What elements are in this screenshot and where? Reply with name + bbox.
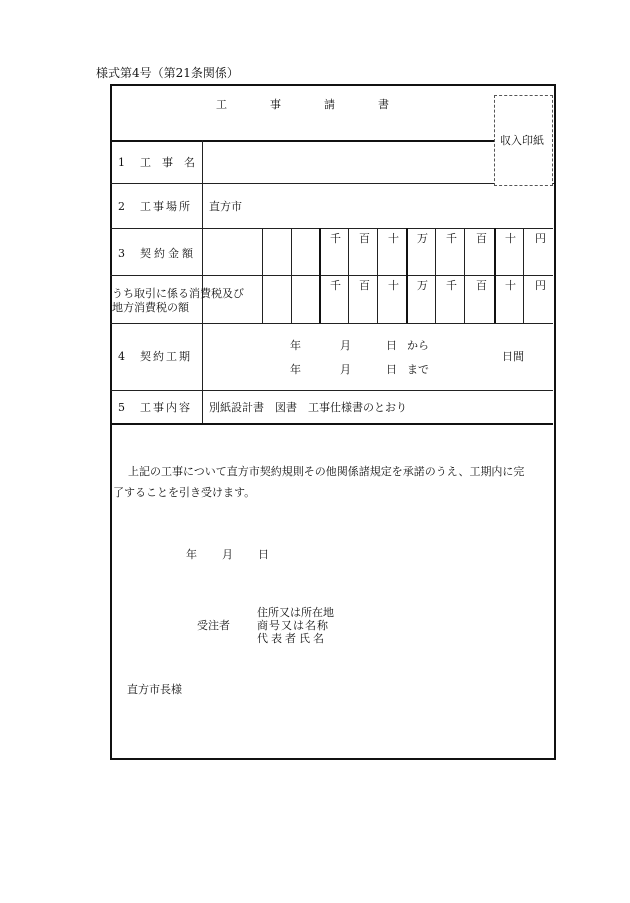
unit-label: 百 (359, 232, 370, 245)
grid-line (464, 228, 465, 323)
company-label: 商号又は名称 (257, 619, 329, 632)
grid-line-bold (494, 228, 496, 323)
unit-label: 百 (476, 279, 487, 292)
period-end-month: 月 (340, 363, 351, 376)
period-start-year: 年 (290, 339, 301, 352)
period-start-suffix: から (407, 339, 429, 352)
row-4-label: 契約工期 (140, 350, 192, 363)
form-frame (110, 84, 556, 760)
row-1-number: 1 (118, 156, 125, 169)
statement-line-2: 了することを引き受けます。 (113, 486, 256, 499)
row-divider-2 (110, 228, 553, 229)
unit-label: 千 (446, 232, 457, 245)
addressee: 直方市長様 (127, 683, 182, 696)
period-days-label: 日間 (502, 350, 524, 363)
title-char-4: 書 (378, 98, 389, 111)
row-5-label: 工事内容 (140, 401, 192, 414)
title-char-1: 工 (216, 98, 227, 111)
date-year: 年 (186, 548, 197, 561)
grid-line-bold (319, 228, 321, 323)
grid-line (377, 228, 378, 323)
row-2-label: 工事場所 (140, 200, 192, 213)
row-divider-3 (110, 275, 553, 276)
row-5-number: 5 (118, 401, 125, 414)
grid-line (523, 228, 524, 323)
unit-label: 百 (359, 279, 370, 292)
tax-label-line-2: 地方消費税の額 (112, 301, 189, 314)
period-end-year: 年 (290, 363, 301, 376)
project-place-value: 直方市 (209, 200, 242, 213)
grid-line (291, 228, 292, 323)
label-column-divider (202, 140, 203, 423)
row-3-number: 3 (118, 247, 125, 260)
unit-label: 十 (388, 232, 399, 245)
unit-label: 千 (446, 279, 457, 292)
revenue-stamp-label: 収入印紙 (500, 134, 544, 147)
unit-label: 万 (417, 232, 428, 245)
grid-line-bold (406, 228, 408, 323)
unit-label: 万 (417, 279, 428, 292)
unit-label: 円 (535, 279, 546, 292)
address-label: 住所又は所在地 (257, 606, 334, 619)
unit-label: 百 (476, 232, 487, 245)
unit-label: 円 (535, 232, 546, 245)
unit-label: 千 (330, 232, 341, 245)
unit-label: 十 (388, 279, 399, 292)
work-content-value: 別紙設計書 図書 工事仕様書のとおり (209, 401, 407, 414)
title-char-2: 事 (270, 98, 281, 111)
form-label: 様式第4号（第21条関係） (96, 66, 239, 80)
grid-line (348, 228, 349, 323)
period-start-month: 月 (340, 339, 351, 352)
table-bottom-divider (110, 423, 553, 425)
title-divider (110, 140, 494, 142)
period-end-suffix: まで (407, 363, 429, 376)
row-divider-5 (110, 390, 553, 391)
grid-line (435, 228, 436, 323)
row-2-number: 2 (118, 200, 125, 213)
row-1-label: 工 事 名 (140, 156, 195, 169)
unit-label: 十 (505, 232, 516, 245)
row-divider-1 (110, 183, 494, 184)
representative-label: 代表者氏名 (257, 632, 327, 645)
date-day: 日 (258, 548, 269, 561)
contractor-label: 受注者 (197, 619, 230, 632)
title-char-3: 請 (324, 98, 335, 111)
date-month: 月 (222, 548, 233, 561)
unit-label: 千 (330, 279, 341, 292)
period-start-day: 日 (386, 339, 397, 352)
row-divider-4 (110, 323, 553, 324)
tax-label-line-1: うち取引に係る消費税及び (112, 287, 244, 300)
row-3-label: 契約金額 (140, 247, 196, 260)
unit-label: 十 (505, 279, 516, 292)
grid-line (262, 228, 263, 323)
statement-line-1: 上記の工事について直方市契約規則その他関係諸規定を承諾のうえ、工期内に完 (128, 465, 525, 478)
period-end-day: 日 (386, 363, 397, 376)
row-4-number: 4 (118, 350, 125, 363)
